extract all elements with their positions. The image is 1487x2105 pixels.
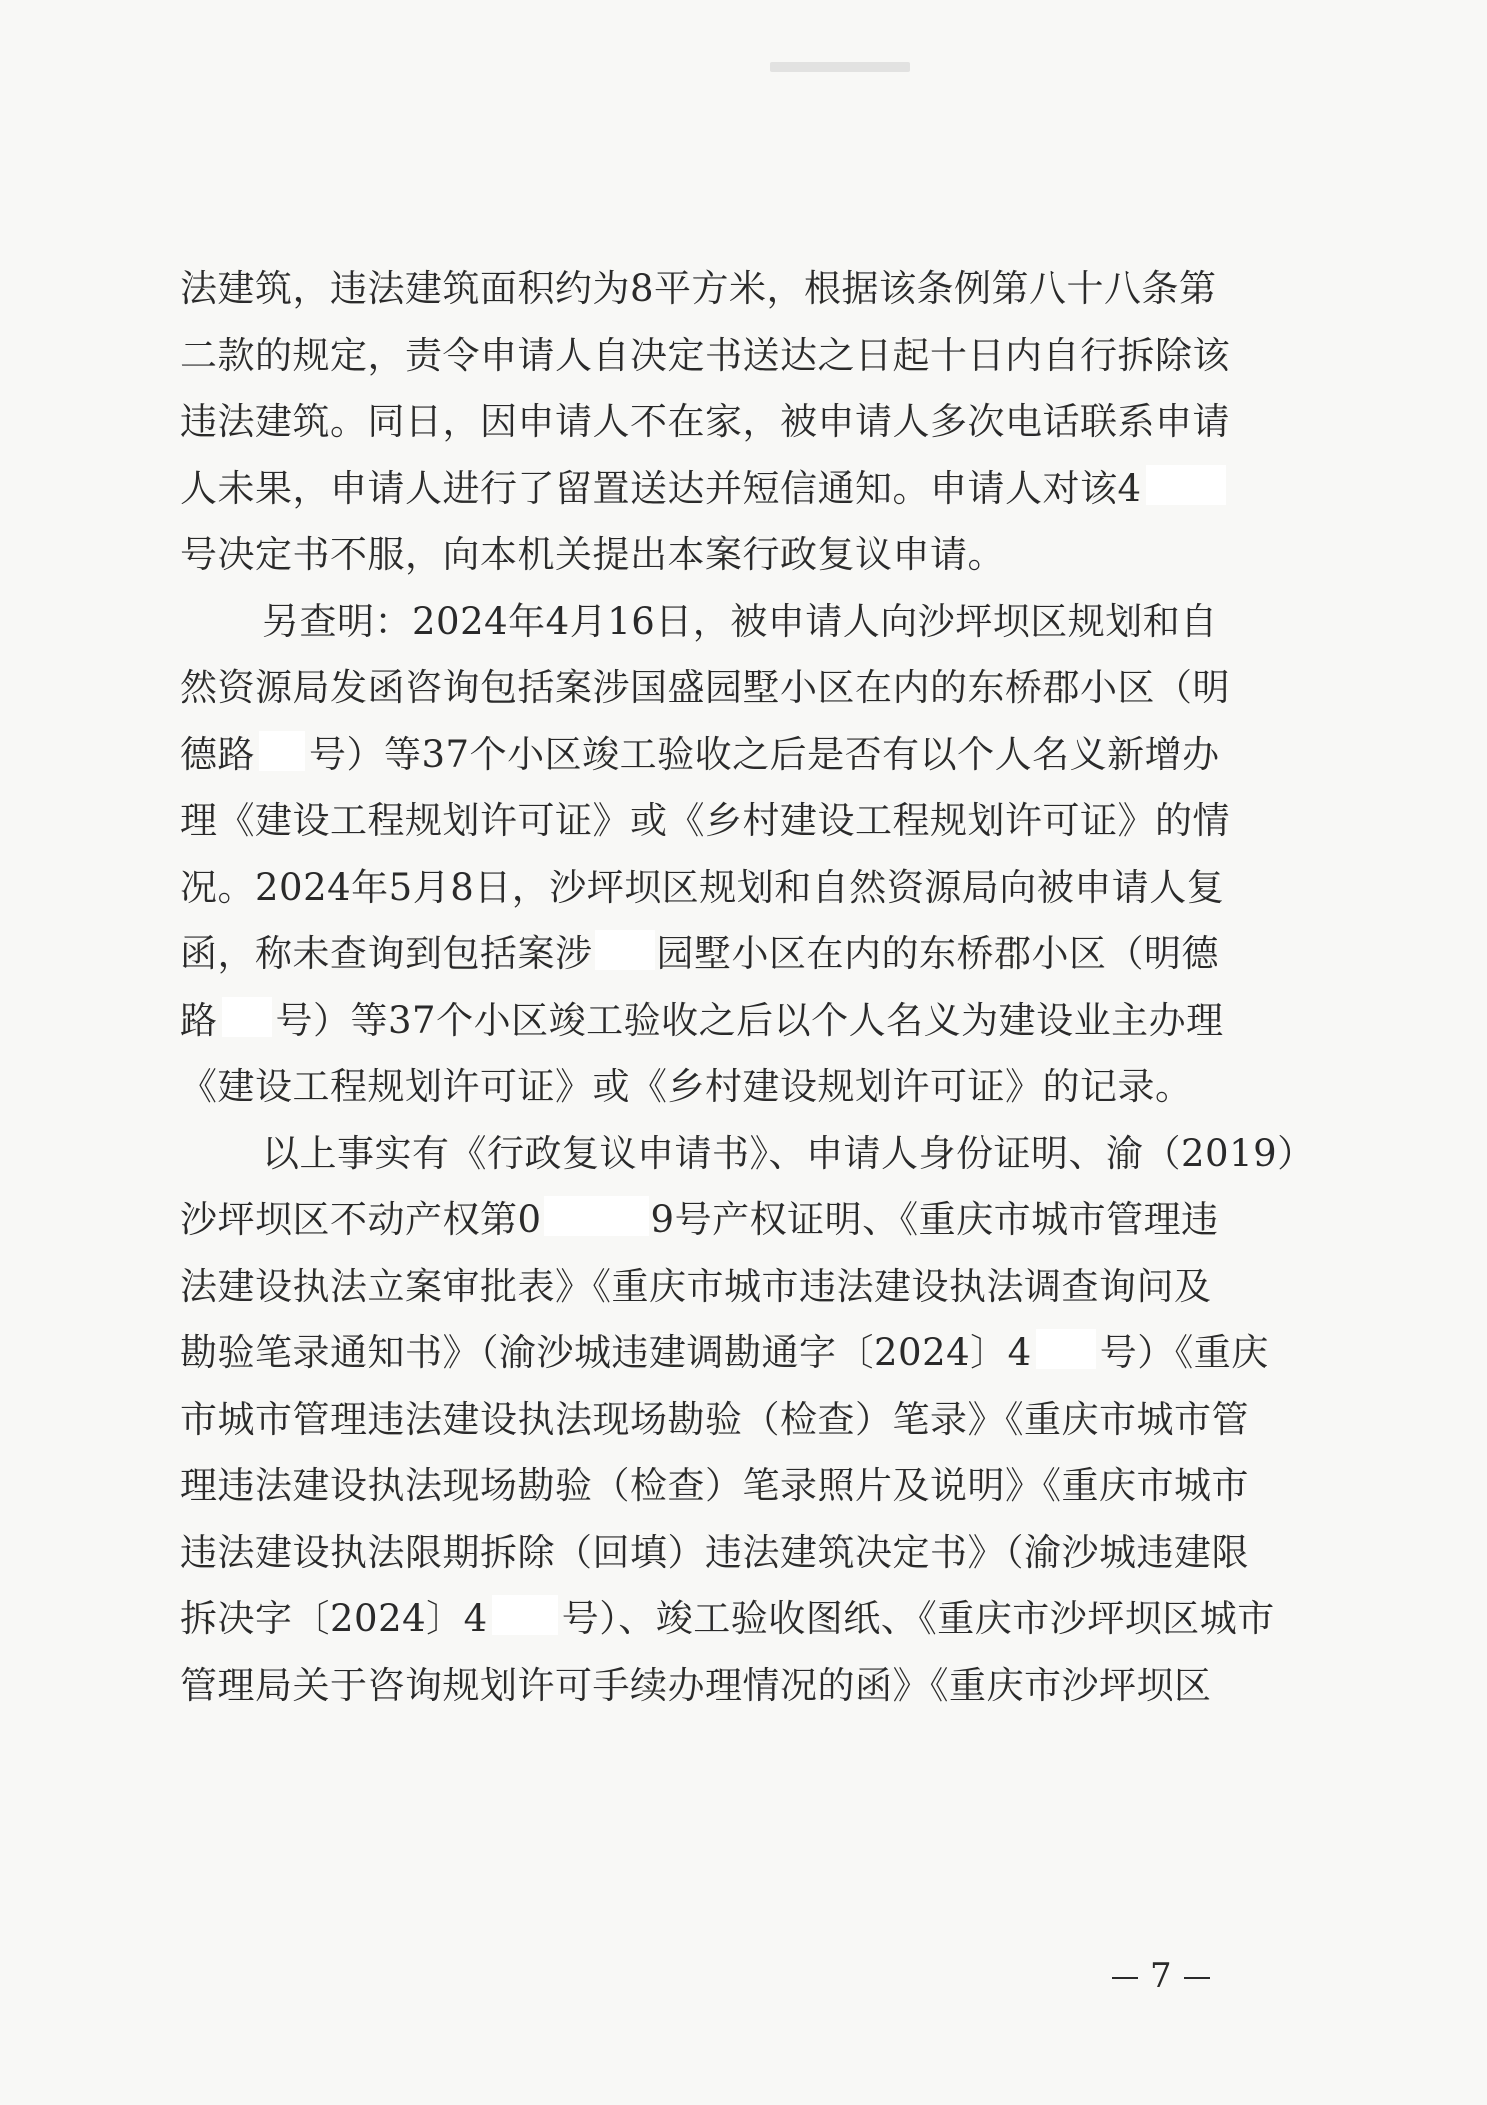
text-line-5-content: 号决定书不服，向本机关提出本案行政复议申请。 bbox=[180, 533, 1005, 577]
text-line-1-content: 法建筑，违法建筑面积约为8平方米，根据该条例第八十八条第 bbox=[180, 267, 1217, 311]
text-line-12-part-a: 路 bbox=[180, 998, 218, 1042]
text-line-2-content: 二款的规定，责令申请人自决定书送达之日起十日内自行拆除该 bbox=[180, 333, 1230, 377]
text-line-21-part-b: 号）、竣工验收图纸、《重庆市沙坪坝区城市 bbox=[561, 1597, 1275, 1641]
text-line-12 bbox=[180, 984, 1302, 1051]
text-line-13 bbox=[180, 1050, 1302, 1117]
text-line-3-content: 违法建筑。同日，因申请人不在家，被申请人多次电话联系申请 bbox=[180, 400, 1230, 444]
redaction-block bbox=[492, 1595, 558, 1635]
text-line-21 bbox=[180, 1582, 1302, 1649]
text-line-14 bbox=[180, 1117, 1315, 1184]
document-body bbox=[180, 252, 1315, 1715]
text-line-7 bbox=[180, 651, 1302, 718]
text-line-2 bbox=[180, 319, 1302, 386]
text-line-19 bbox=[180, 1449, 1302, 1516]
text-line-18-content: 市城市管理违法建设执法现场勘验（检查）笔录》《重庆市城市管 bbox=[180, 1397, 1249, 1441]
text-line-11-part-a: 函，称未查询到包括案涉 bbox=[180, 932, 593, 976]
text-line-6-content: 另查明：2024年4月16日，被申请人向沙坪坝区规划和自 bbox=[262, 599, 1218, 643]
text-line-7-content: 然资源局发函咨询包括案涉国盛园墅小区在内的东桥郡小区（明 bbox=[180, 666, 1230, 710]
text-line-15 bbox=[180, 1183, 1302, 1250]
page-number bbox=[1100, 1956, 1222, 1996]
text-line-16 bbox=[180, 1250, 1302, 1317]
text-line-15-part-a: 沙坪坝区不动产权第0 bbox=[180, 1198, 542, 1242]
redaction-block bbox=[1146, 465, 1226, 505]
text-line-17-part-a: 勘验笔录通知书》（渝沙城违建调勘通字〔2024〕4 bbox=[180, 1331, 1032, 1375]
text-line-4-content: 人未果，申请人进行了留置送达并短信通知。申请人对该4 bbox=[180, 466, 1142, 510]
text-line-11 bbox=[180, 917, 1302, 984]
text-line-3 bbox=[180, 385, 1302, 452]
text-line-10-content: 况。2024年5月8日，沙坪坝区规划和自然资源局向被申请人复 bbox=[180, 865, 1225, 909]
text-line-5 bbox=[180, 518, 1302, 585]
redaction-block bbox=[595, 930, 655, 970]
text-line-15-part-b: 9号产权证明、《重庆市城市管理违 bbox=[650, 1198, 1219, 1242]
page-number-value: 7 bbox=[1150, 1956, 1172, 1996]
text-line-8-part-a: 德路 bbox=[180, 732, 255, 776]
text-line-16-content: 法建设执法立案审批表》《重庆市城市违法建设执法调查询问及 bbox=[180, 1264, 1212, 1308]
text-line-22-content: 管理局关于咨询规划许可手续办理情况的函》《重庆市沙坪坝区 bbox=[180, 1663, 1212, 1707]
text-line-4 bbox=[180, 452, 1302, 519]
redaction-block bbox=[259, 731, 305, 771]
text-line-8 bbox=[180, 718, 1302, 785]
text-line-13-content: 《建设工程规划许可证》或《乡村建设规划许可证》的记录。 bbox=[180, 1065, 1193, 1109]
redaction-block bbox=[544, 1196, 649, 1236]
text-line-20 bbox=[180, 1516, 1302, 1583]
text-line-17 bbox=[180, 1316, 1302, 1383]
text-line-1 bbox=[180, 252, 1302, 319]
text-line-12-part-b: 号）等37个小区竣工验收之后以个人名义为建设业主办理 bbox=[275, 998, 1224, 1042]
text-line-21-part-a: 拆决字〔2024〕4 bbox=[180, 1597, 488, 1641]
text-line-17-part-b: 号）《重庆 bbox=[1099, 1331, 1269, 1375]
text-line-6 bbox=[180, 585, 1302, 652]
text-line-22 bbox=[180, 1649, 1302, 1716]
page-number-dash-left bbox=[1112, 1977, 1138, 1979]
text-line-11-part-b: 园墅小区在内的东桥郡小区（明德 bbox=[656, 932, 1219, 976]
top-header-mark bbox=[770, 62, 910, 72]
text-line-9 bbox=[180, 784, 1302, 851]
text-line-14-content: 以上事实有《行政复议申请书》、申请人身份证明、渝（2019） bbox=[262, 1131, 1315, 1175]
redaction-block bbox=[222, 997, 272, 1037]
redaction-block bbox=[1036, 1329, 1096, 1369]
text-line-18 bbox=[180, 1383, 1302, 1450]
page-number-dash-right bbox=[1184, 1977, 1210, 1979]
text-line-19-content: 理违法建设执法现场勘验（检查）笔录照片及说明》《重庆市城市 bbox=[180, 1464, 1249, 1508]
text-line-20-content: 违法建设执法限期拆除（回填）违法建筑决定书》（渝沙城违建限 bbox=[180, 1530, 1249, 1574]
text-line-10 bbox=[180, 851, 1302, 918]
text-line-8-part-b: 号）等37个小区竣工验收之后是否有以个人名义新增办 bbox=[309, 732, 1220, 776]
text-line-9-content: 理《建设工程规划许可证》或《乡村建设工程规划许可证》的情 bbox=[180, 799, 1230, 843]
